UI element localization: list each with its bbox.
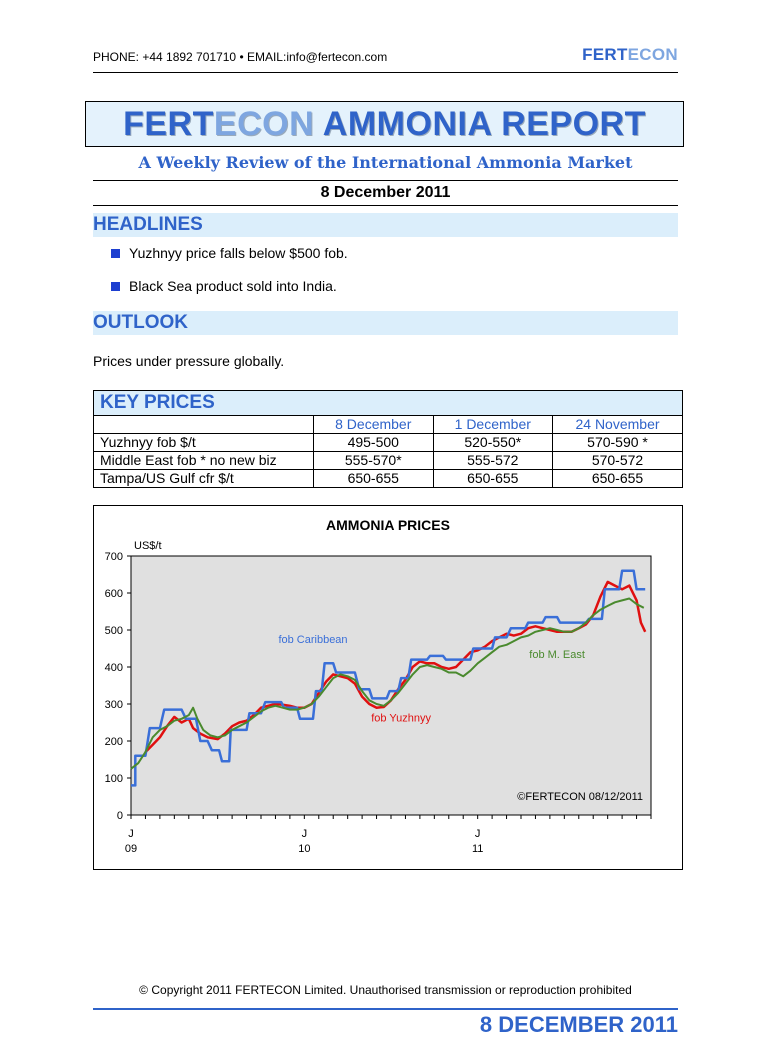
report-title [123, 105, 646, 144]
title-fert: FERT [123, 104, 214, 143]
footer-divider [93, 1008, 678, 1010]
fertecon-logo [582, 45, 678, 65]
row-label: Yuzhnyy fob $/t [94, 434, 314, 452]
y-tick-label: 400 [104, 662, 123, 674]
table-row [94, 434, 683, 452]
square-bullet-icon [111, 249, 120, 258]
price-cell: 495-500 [314, 434, 434, 452]
y-tick-label: 0 [116, 810, 123, 822]
square-bullet-icon [111, 282, 120, 291]
x-tick-label: J [301, 828, 308, 840]
column-header: 24 November [553, 416, 683, 434]
x-tick-label: 10 [298, 843, 311, 855]
price-cell: 555-570* [314, 452, 434, 470]
key-prices-table [93, 390, 683, 488]
logo-text-econ: ECON [627, 45, 678, 64]
y-tick-label: 500 [104, 625, 123, 637]
y-tick-label: 700 [104, 551, 123, 563]
plot-area [131, 556, 651, 815]
price-cell: 555-572 [433, 452, 553, 470]
price-cell: 650-655 [553, 470, 683, 488]
title-econ: ECON [213, 104, 315, 143]
y-tick-label: 300 [104, 699, 123, 711]
logo-text-fert: FERT [582, 45, 628, 64]
headline-item [111, 278, 337, 294]
y-axis-label: US$/t [134, 540, 162, 552]
footer-date: 8 DECEMBER 2011 [479, 1012, 678, 1037]
y-tick-label: 600 [104, 588, 123, 600]
contact-line: PHONE: +44 1892 701710 • EMAIL:info@fertecon.com [93, 50, 388, 64]
header-blank-cell [94, 416, 314, 434]
x-tick-label: J [128, 828, 134, 840]
title-rest: AMMONIA REPORT [314, 104, 646, 143]
header-divider [93, 72, 678, 73]
outlook-text: Prices under pressure globally. [93, 353, 285, 369]
series-label: fob Caribbean [278, 633, 348, 646]
y-tick-label: 100 [104, 773, 123, 785]
chart-canvas [94, 506, 682, 869]
price-cell: 570-590 * [553, 434, 683, 452]
price-cell: 650-655 [433, 470, 553, 488]
chart-title: AMMONIA PRICES [326, 517, 450, 533]
price-cell: 520-550* [433, 434, 553, 452]
headline-item [111, 245, 348, 261]
report-subtitle: A Weekly Review of the International Ammonia Market [138, 153, 633, 172]
outlook-heading: OUTLOOK [93, 312, 188, 333]
headline-text: Yuzhnyy price falls below $500 fob. [129, 245, 348, 261]
headlines-section [93, 213, 678, 237]
column-header: 1 December [433, 416, 553, 434]
row-label: Middle East fob * no new biz [94, 452, 314, 470]
y-tick-label: 200 [104, 736, 123, 748]
key-prices-heading: KEY PRICES [94, 391, 683, 416]
table-row [94, 452, 683, 470]
headline-text: Black Sea product sold into India. [129, 278, 337, 294]
price-cell: 650-655 [314, 470, 434, 488]
series-label: fob Yuzhnyy [371, 712, 431, 725]
key-prices-header-row [94, 416, 683, 434]
row-label: Tampa/US Gulf cfr $/t [94, 470, 314, 488]
report-title-box [85, 101, 684, 147]
price-cell: 570-572 [553, 452, 683, 470]
date-divider [93, 205, 678, 206]
column-header: 8 December [314, 416, 434, 434]
copyright-notice: © Copyright 2011 FERTECON Limited. Unauthorised transmission or reproduction prohibited [139, 983, 632, 997]
ammonia-prices-chart [93, 505, 683, 870]
subtitle-divider [93, 180, 678, 181]
chart-watermark: ©FERTECON 08/12/2011 [517, 791, 643, 803]
report-date: 8 December 2011 [320, 184, 451, 201]
x-tick-label: 11 [471, 843, 484, 855]
outlook-section [93, 311, 678, 335]
table-row [94, 470, 683, 488]
x-tick-label: J [474, 828, 481, 840]
headlines-heading: HEADLINES [93, 214, 203, 235]
series-label: fob M. East [529, 648, 585, 661]
x-tick-label: 09 [124, 843, 138, 855]
